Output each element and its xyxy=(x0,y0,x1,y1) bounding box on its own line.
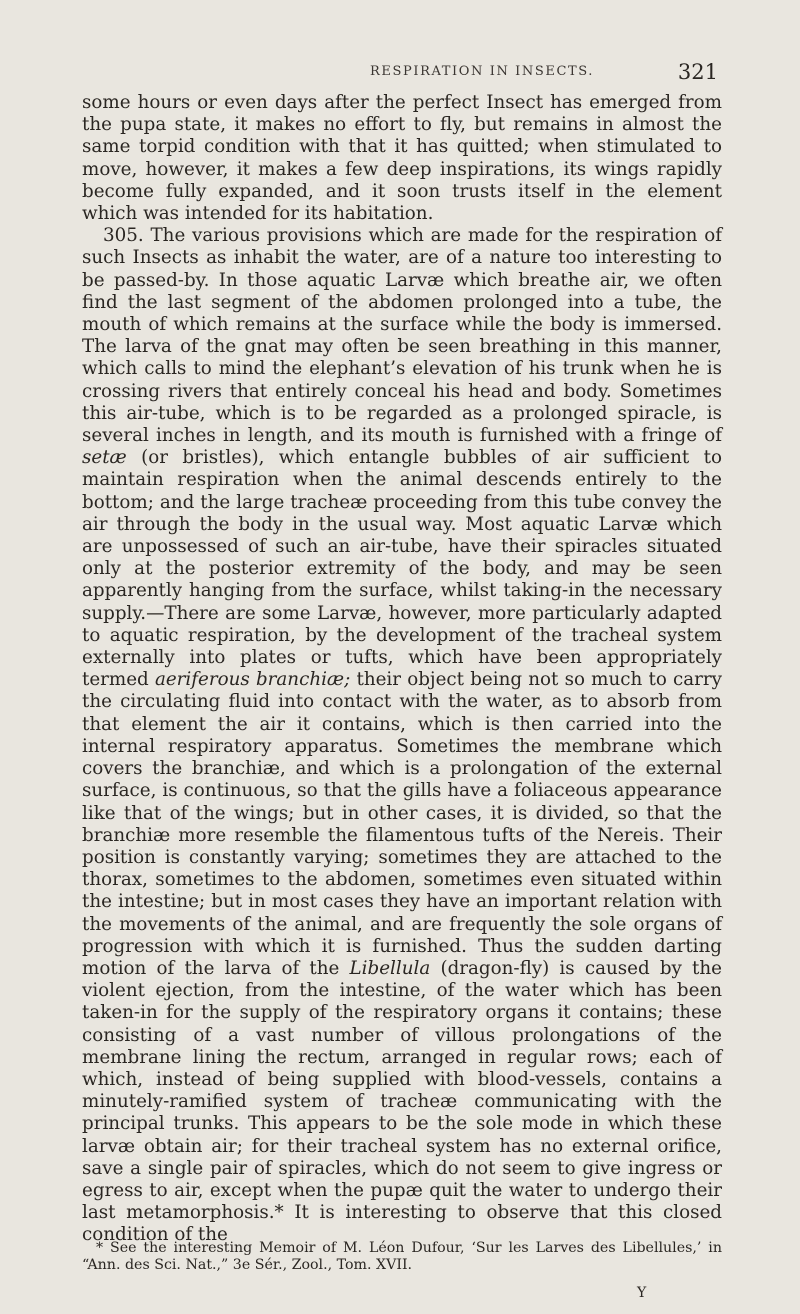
paragraph xyxy=(82,225,722,1246)
italic-term: aeriferous branchiæ; xyxy=(154,669,351,691)
page-number: 321 xyxy=(677,60,718,84)
italic-term: Libellula xyxy=(349,957,431,979)
paragraph xyxy=(82,92,722,225)
italic-term: setæ xyxy=(82,447,127,469)
body-text xyxy=(82,92,722,1247)
text-run: 305. The various provisions which are made for the respiration of such Insects as inhabit the water, are of a nature too interesting to be passed-by. In those aquatic Larvæ which breathe air, we often find the last segment of the abdomen prolonged into a tube, the mouth of which remains at the surface while the body is immersed. The larva of the gnat may often be seen breathing in this manner, which calls to mind the elephant’s elevation of his trunk when he is crossing rivers that entirely conceal his head and body. Sometimes this air-tube, which is to be regarded as a prolonged spiracle, is several inches in length, and its mouth is furnished with a fringe of xyxy=(82,225,722,447)
running-head: RESPIRATION IN INSECTS. xyxy=(370,64,595,79)
page-header xyxy=(0,62,800,86)
text-run: some hours or even days after the perfect Insect has emerged from the pupa state, it makes no effort to fly, but remains in almost the same torpid condition with that it has quitted; when stimulated to move, however, it makes a few deep inspirations, its wings rapidly become fully expanded, and it soon trusts itself in the element which was intended for its habitation. xyxy=(82,92,722,225)
text-run: (dragon-fly) is caused by the violent ejection, from the intestine, of the water which has been taken-in for the supply of the respiratory organs it contains; these consisting of a vast number of villous prolongations of the membrane lining the rectum, arranged in regular rows; each of which, instead of being supplied with blood-vessels, contains a minutely-ramified system of tracheæ communicating with the principal trunks. This appears to be the sole mode in which these larvæ obtain air; for their tracheal system has no external orifice, save a single pair of spiracles, which do not seem to give ingress or egress to air, except when the pupæ quit the water to undergo their last metamorphosis.* It is interesting to observe that this closed condition of the xyxy=(82,957,722,1246)
signature-mark: Y xyxy=(637,1285,647,1301)
footnote: * See the interesting Memoir of M. Léon Dufour, ‘Sur les Larves des Libellules,’ in “Ann. des Sci. Nat.,” 3e Sér., Zool., Tom. XVII. xyxy=(82,1240,722,1273)
text-run: (or bristles), which entangle bubbles of air sufficient to maintain respiration when the animal descends entirely to the bottom; and the large tracheæ proceeding from this tube convey the air through the body in the usual way. Most aquatic Larvæ which are unpossessed of such an air-tube, have their spiracles situated only at the posterior extremity of the body, and may be seen apparently hanging from the surface, whilst taking-in the necessary supply.—There are some Larvæ, however, more particularly adapted to aquatic respiration, by the development of the tracheal system externally into plates or tufts, which have been appropriately termed xyxy=(82,447,722,691)
text-run: their object being not so much to carry the circulating fluid into contact with the water, as to absorb from that element the air it contains, which is then carried into the internal respiratory apparatus. Sometimes the membrane which covers the branchiæ, and which is a prolongation of the external surface, is continuous, so that the gills have a foliaceous appearance like that of the wings; but in other cases, it is divided, so that the branchiæ more resemble the filamentous tufts of the Nereis. Their position is constantly varying; sometimes they are attached to the thorax, sometimes to the abdomen, sometimes even situated within the intestine; but in most cases they have an important relation with the movements of the animal, and are frequently the sole organs of progression with which it is furnished. Thus the sudden darting motion of the larva of the xyxy=(82,669,722,979)
